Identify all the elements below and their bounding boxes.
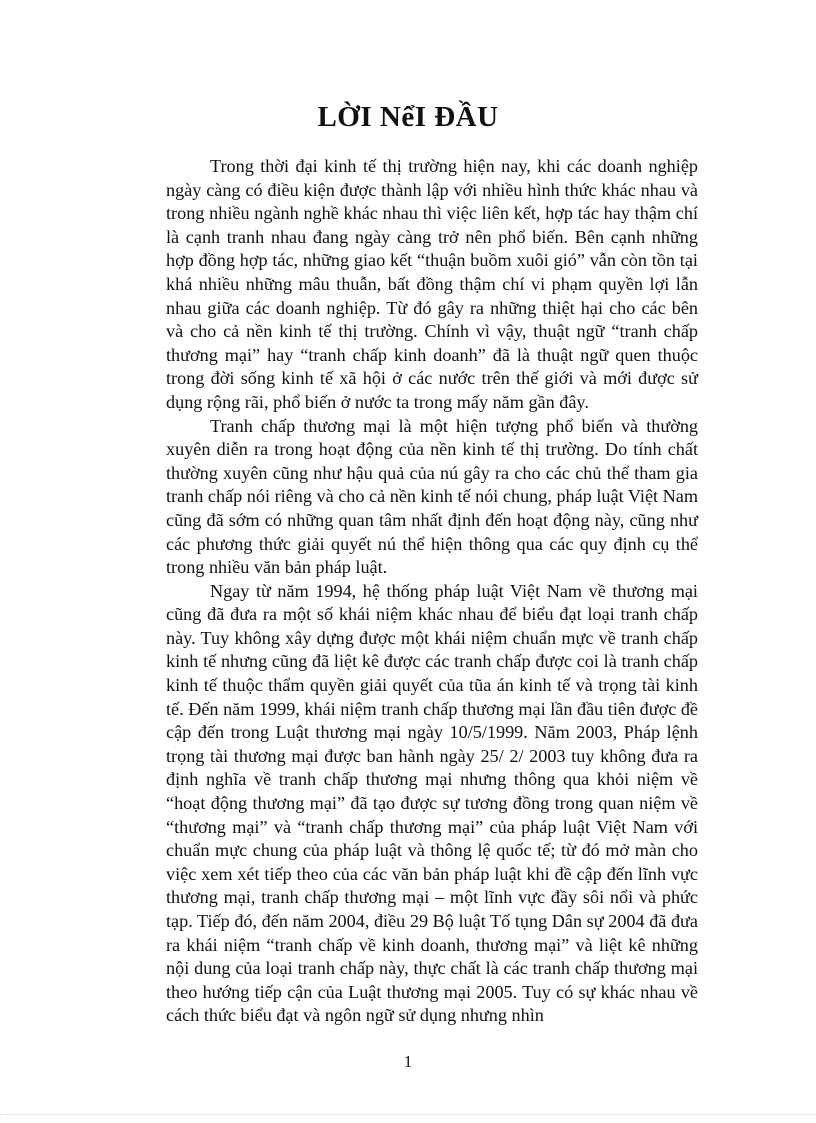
paragraph-2: Tranh chấp thương mại là một hiện tượng phổ biến và thường xuyên diễn ra trong hoạt động của nền kinh tế thị trường. Do tính chất thường xuyên cũng như hậu quả của nú gây ra cho các chủ thể tham gia tranh chấp nói riêng và cho cả nền kinh tế nói chung, pháp luật Việt Nam cũng đã sớm có những quan tâm nhất định đến hoạt động này, cũng như các phương thức giải quyết nú thể hiện thông qua các quy định cụ thể trong nhiều văn bản pháp luật. (166, 415, 698, 578)
page-number: 1 (403, 1052, 413, 1071)
paragraph-1: Trong thời đại kinh tế thị trường hiện nay, khi các doanh nghiệp ngày càng có điều kiện được thành lập với nhiều hình thức khác nhau và trong nhiều ngành nghề khác nhau thì việc liên kết, hợp tác hay thậm chí là cạnh tranh nhau đang ngày càng trở nên phổ biến. Bên cạnh những hợp đồng hợp tác, những giao kết “thuận buồm xuôi gió” vẫn còn tồn tại khá nhiều những mâu thuẫn, bất đồng thậm chí vi phạm quyền lợi lẫn nhau giữa các doanh nghiệp. Từ đó gây ra những thiệt hại cho các bên và cho cả nền kinh tế thị trường. Chính vì vậy, thuật ngữ “tranh chấp thương mại” hay “tranh chấp kinh doanh” đã là thuật ngữ quen thuộc trong đời sống kinh tế xã hội ở các nước trên thế giới và mới được sử dụng rộng rãi, phổ biến ở nước ta trong mấy năm gần đây. (166, 156, 698, 412)
paragraph-3: Ngay từ năm 1994, hệ thống pháp luật Việt Nam về thương mại cũng đã đưa ra một số khái niệm khác nhau để biểu đạt loại tranh chấp này. Tuy không xây dựng được một khái niệm chuẩn mực về tranh chấp kinh tế nhưng cũng đã liệt kê được các tranh chấp được coi là tranh chấp kinh tế thuộc thẩm quyền giải quyết của tũa án kinh tế và trọng tài kinh tế. Đến năm 1999, khái niệm tranh chấp thương mại lần đầu tiên được đề cập đến trong Luật thương mại ngày 10/5/1999. Năm 2003, Pháp lệnh trọng tài thương mại được ban hành ngày 25/ 2/ 2003 tuy không đưa ra định nghĩa về tranh chấp thương mại nhưng thông qua khỏi niệm về “hoạt động thương mại” đã tạo được sự tương đồng trong quan niệm về “thương mại” và “tranh chấp thương mại” của pháp luật Việt Nam với chuẩn mực chung của pháp luật và thông lệ quốc tế; từ đó mở màn cho việc xem xét tiếp theo của các văn bản pháp luật khi đề cập đến lĩnh vực thương mại, tranh chấp thương mại – một lĩnh vực đầy sôi nổi và phức tạp. Tiếp đó, đến năm 2004, điều 29 Bộ luật Tố tụng Dân sự 2004 đã đưa ra khái niệm “tranh chấp về kinh doanh, thương mại” và liệt kê những nội dung của loại tranh chấp này, thực chất là các tranh chấp thương mại theo hướng tiếp cận của Luật thương mại 2005. Tuy có sự khác nhau về cách thức biểu đạt và ngôn ngữ sử dụng nhưng nhìn (166, 580, 698, 1026)
page-title: LỜI NểI ĐẦU (317, 101, 499, 133)
page-bottom-divider (0, 1114, 816, 1115)
document-body (166, 155, 698, 1028)
